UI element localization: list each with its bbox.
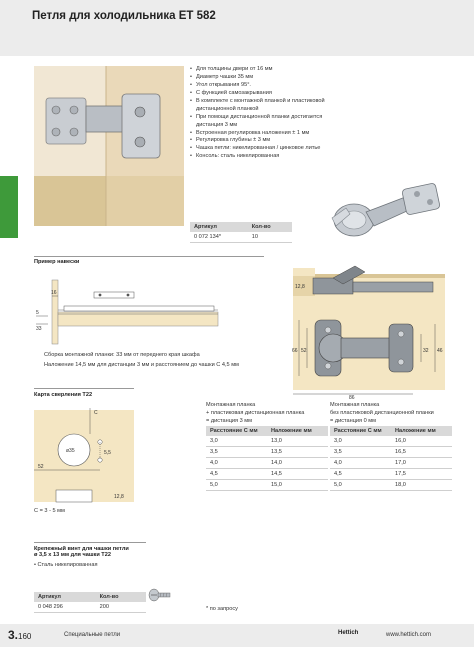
table-header: Артикул [34, 592, 96, 602]
table-cell: 17,5 [391, 469, 452, 480]
table-row [206, 458, 328, 469]
table-row [330, 480, 452, 491]
header-band [0, 0, 474, 56]
footer-url: www.hettich.com [386, 632, 432, 638]
mount-drawing [34, 272, 224, 352]
section-label-screw: Крепежный винт для чашки петли ø 3,5 x 13 мм для чашки T22 [34, 546, 129, 558]
feature-item: • Для толщины двери от 16 мм [190, 66, 345, 74]
table-cell: 14,0 [267, 458, 328, 469]
dim-label: 12,8 [295, 284, 305, 290]
footer-section-name: Специальные петли [64, 632, 121, 638]
overlay-table-left [206, 426, 328, 491]
screw-feature: • Сталь никелированная [34, 562, 98, 568]
table-cell: 5,0 [206, 480, 267, 491]
table-row [330, 458, 452, 469]
feature-item: • Регулировка глубины ± 3 мм [190, 137, 345, 145]
feature-item: • С функцией самозакрывания [190, 90, 345, 98]
feature-item: • При помощи дистанционной планки достигается дистанция 3 мм [190, 114, 345, 130]
table-title-left: Монтажная планка + пластиковая дистанционная планка = дистанция 3 мм [206, 402, 305, 424]
table-cell: 18,0 [391, 480, 452, 491]
table-cell: 16,5 [391, 447, 452, 458]
table-cell: 3,5 [206, 447, 267, 458]
table-row [190, 232, 292, 243]
dim-label: 12,8 [114, 494, 124, 500]
table-header: Кол-во [248, 222, 292, 232]
table-header: Артикул [190, 222, 248, 232]
dim-label: 52 [38, 464, 44, 470]
table-cell: 3,0 [206, 436, 267, 447]
table-row [330, 469, 452, 480]
mount-caption-1: Сборка монтажной планки: 33 мм от переднего края шкафа [44, 352, 200, 358]
table-row [206, 480, 328, 491]
hinge-icon [322, 178, 447, 248]
dim-label: 86 [349, 395, 355, 401]
section-rule [34, 542, 146, 543]
table-cell: 4,5 [206, 469, 267, 480]
table-cell: 13,5 [267, 447, 328, 458]
table-row [34, 602, 146, 613]
table-header: Наложение мм [391, 426, 452, 436]
drill-diagram [34, 404, 134, 504]
overlay-table-right [330, 426, 452, 491]
table-cell: 10 [248, 232, 292, 243]
table-row [206, 469, 328, 480]
hinge-front-drawing [293, 308, 445, 400]
table-cell: 5,0 [330, 480, 391, 491]
feature-item: • Консоль: сталь никелированная [190, 153, 345, 161]
table-header: Расстояние C мм [206, 426, 267, 436]
table-cell: 3,5 [330, 447, 391, 458]
feature-item: • Чашка петли: никелированная / цинковое литье [190, 145, 345, 153]
mount-caption-2: Наложение 14,5 мм для дистанции 3 мм и расстоянием до чашки C 4,5 мм [44, 362, 239, 368]
table-cell: 4,0 [206, 458, 267, 469]
page-number [8, 628, 31, 642]
feature-item: • Встроенная регулировка наложения ± 1 мм [190, 130, 345, 138]
dim-label: 52 [301, 348, 307, 354]
dim-label: 66 [292, 348, 298, 354]
table-cell: 17,0 [391, 458, 452, 469]
table-row [330, 436, 452, 447]
dim-label: 5 [36, 310, 39, 316]
dim-label: 32 [423, 348, 429, 354]
table-header: Расстояние C мм [330, 426, 391, 436]
dim-label: C [94, 410, 98, 416]
feature-item: • Угол открывания 95°. [190, 82, 345, 90]
dim-label: ø35 [66, 448, 75, 454]
section-rule [34, 256, 264, 257]
mount-diagram [34, 272, 224, 352]
page-major: 3. [8, 628, 19, 642]
table-cell: 4,5 [330, 469, 391, 480]
table-cell: 14,5 [267, 469, 328, 480]
table-header: Наложение мм [267, 426, 328, 436]
table-header: Кол-во [96, 592, 146, 602]
table-cell: 4,0 [330, 458, 391, 469]
dim-label: 16 [51, 290, 57, 296]
feature-item: • Диаметр чашки 35 мм [190, 74, 345, 82]
feature-item: • В комплекте с монтажной планкой и пластиковой дистанционной планкой [190, 98, 345, 114]
table-cell: 0 048 296 [34, 602, 96, 613]
section-label-mount: Пример навески [34, 259, 80, 265]
product-photo [34, 66, 184, 226]
screw-feature-text: Сталь никелированная [37, 562, 98, 568]
table-cell: 3,0 [330, 436, 391, 447]
feature-list [190, 66, 345, 161]
hinge-side-drawing [293, 262, 445, 308]
dim-label: 33 [36, 326, 42, 332]
table-cell: 200 [96, 602, 146, 613]
table-row [206, 436, 328, 447]
table-cell: 0 072 134* [190, 232, 248, 243]
order-table [190, 222, 292, 243]
page-minor: 160 [18, 632, 32, 641]
dim-label: 5,5 [104, 450, 111, 456]
dim-label: 46 [437, 348, 443, 354]
table-row [206, 447, 328, 458]
table-title-right: Монтажная планка без пластиковой дистанционной планки = дистанция 0 мм [330, 402, 434, 424]
section-label-drill: Карта сверления T22 [34, 392, 93, 398]
drill-note: C = 3 - 5 мм [34, 508, 65, 514]
table-row [330, 447, 452, 458]
page-title: Петля для холодильника ET 582 [32, 10, 216, 22]
brand-logo: Hettich [338, 630, 359, 636]
screw-order-table [34, 592, 146, 613]
footnote: * по запросу [206, 606, 238, 612]
table-cell: 16,0 [391, 436, 452, 447]
section-rule [34, 388, 134, 389]
screw-photo [148, 586, 172, 604]
screw-icon [148, 586, 172, 604]
section-tab [0, 176, 18, 238]
table-cell: 13,0 [267, 436, 328, 447]
table-cell: 15,0 [267, 480, 328, 491]
cabinet-hinge-illustration [34, 66, 184, 226]
hinge-photo [322, 178, 447, 248]
